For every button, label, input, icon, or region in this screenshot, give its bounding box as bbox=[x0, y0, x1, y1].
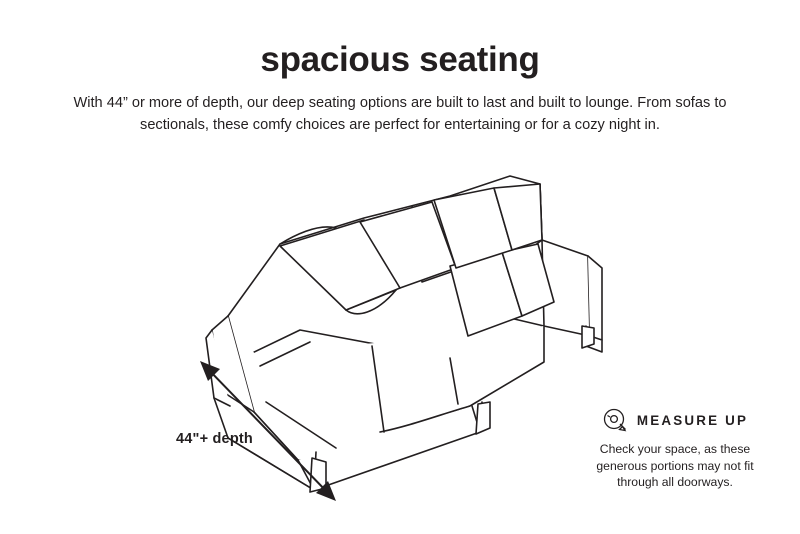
page-subtitle: With 44” or more of depth, our deep seating options are built to last and built to lounge. From sofas to sectionals, these comfy choices are perfect for entertaining or for a cozy night in. bbox=[73, 95, 727, 133]
measure-up-body-line-2: generous portions may not fit bbox=[596, 458, 754, 473]
measure-up-title: MEASURE UP bbox=[636, 412, 749, 428]
measure-up-body-line-3: through all doorways. bbox=[617, 475, 733, 489]
depth-label: 44"+ depth bbox=[176, 431, 253, 447]
page-title: spacious seating bbox=[260, 40, 540, 79]
measure-up-body-line-1: Check your space, as these bbox=[599, 442, 751, 456]
measure-up-callout bbox=[570, 404, 780, 491]
measuring-tape-icon bbox=[602, 407, 628, 433]
